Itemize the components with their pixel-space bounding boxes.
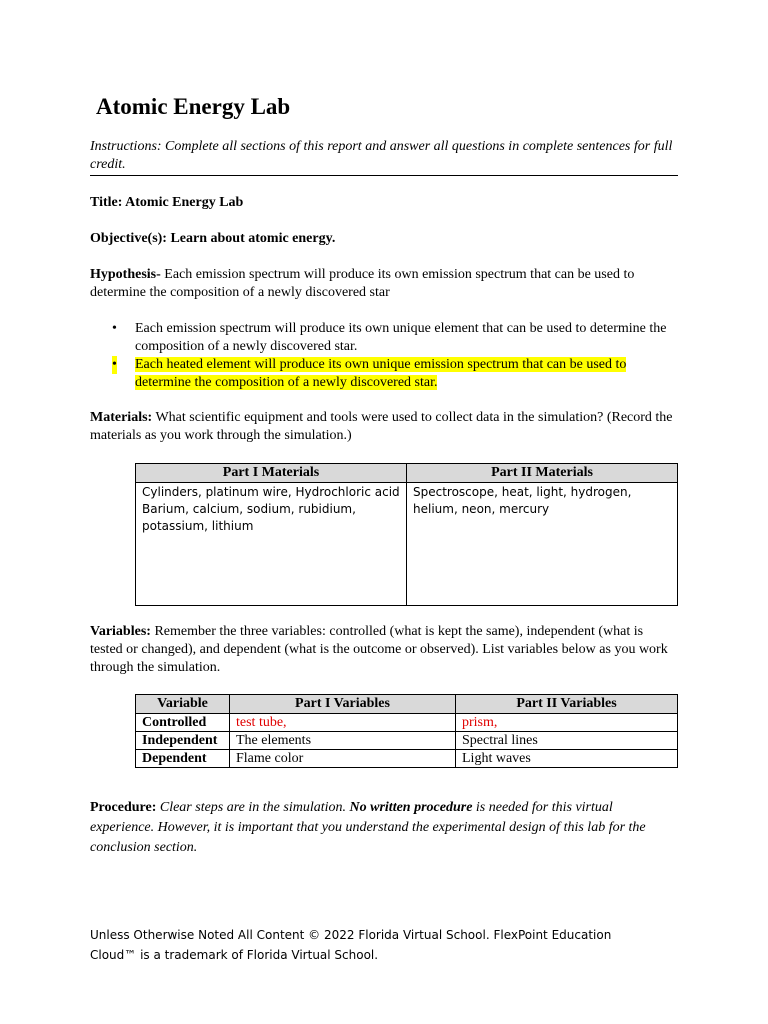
table-cell: prism, — [456, 714, 678, 732]
table-row — [136, 750, 678, 768]
procedure-label: Procedure: — [90, 800, 157, 815]
procedure-emphasis: No written procedure — [349, 800, 473, 815]
table-row — [136, 714, 678, 732]
materials-label: Materials: — [90, 410, 153, 425]
bullet-icon: • — [112, 321, 117, 336]
variables-paragraph — [90, 623, 678, 677]
procedure-text: Clear steps are in the simulation. — [156, 800, 350, 815]
materials-text: What scientific equipment and tools were used to collect data in the simulation? (Record the materials as you work through the simulation.) — [90, 410, 673, 443]
instructions-text: Instructions: Complete all sections of this report and answer all questions in complete sentences for full credit. — [90, 138, 678, 176]
materials-paragraph — [90, 409, 678, 445]
table-cell: Cylinders, platinum wire, Hydrochloric acid Barium, calcium, sodium, rubidium, potassium, lithium — [136, 483, 407, 606]
table-header: Variable — [136, 695, 230, 714]
table-header: Part II Materials — [407, 464, 678, 483]
list-item — [90, 320, 678, 356]
table-header: Part I Materials — [136, 464, 407, 483]
row-header: Controlled — [136, 714, 230, 732]
variables-label: Variables: — [90, 624, 151, 639]
table-header-row — [136, 695, 678, 714]
list-item — [90, 356, 678, 392]
hypothesis-paragraph — [90, 266, 678, 302]
table-header: Part II Variables — [456, 695, 678, 714]
row-header: Dependent — [136, 750, 230, 768]
hypothesis-bullet-list — [90, 320, 678, 392]
variables-table — [135, 694, 678, 768]
row-header: Independent — [136, 732, 230, 750]
hypothesis-label: Hypothesis- — [90, 267, 161, 282]
objective-line: Objective(s): Learn about atomic energy. — [90, 231, 336, 246]
table-cell: test tube, — [230, 714, 456, 732]
hypothesis-text: Each emission spectrum will produce its own emission spectrum that can be used to determine the composition of a newly discovered star — [90, 267, 635, 300]
page-title: Atomic Energy Lab — [96, 94, 291, 119]
title-line: Title: Atomic Energy Lab — [90, 195, 244, 210]
table-header: Part I Variables — [230, 695, 456, 714]
table-header-row — [136, 464, 678, 483]
table-cell: Spectral lines — [456, 732, 678, 750]
table-cell: Light waves — [456, 750, 678, 768]
table-row — [136, 483, 678, 606]
bullet-text: Each emission spectrum will produce its own unique element that can be used to determine the composition of a newly discovered star. — [135, 321, 667, 354]
materials-table — [135, 463, 678, 606]
procedure-text-continued: is needed for this virtual experience. However, it is important that you understand the experimental design of this lab for the conclusion section. — [90, 800, 646, 855]
copyright-footer: Unless Otherwise Noted All Content © 2022 Florida Virtual School. FlexPoint Education Cloud™ is a trademark of Florida Virtual School. — [90, 928, 612, 962]
table-cell: The elements — [230, 732, 456, 750]
table-row — [136, 732, 678, 750]
bullet-icon: • — [112, 357, 117, 372]
variables-text: Remember the three variables: controlled (what is kept the same), independent (what is tested or changed), and dependent (what is the outcome or observed). List variables below as you work through the simulation. — [90, 624, 668, 675]
highlighted-bullet-text: Each heated element will produce its own unique emission spectrum that can be used to determine the composition of a newly discovered star. — [135, 357, 627, 390]
table-cell: Flame color — [230, 750, 456, 768]
procedure-paragraph — [90, 798, 678, 858]
table-cell: Spectroscope, heat, light, hydrogen, helium, neon, mercury — [407, 483, 678, 606]
